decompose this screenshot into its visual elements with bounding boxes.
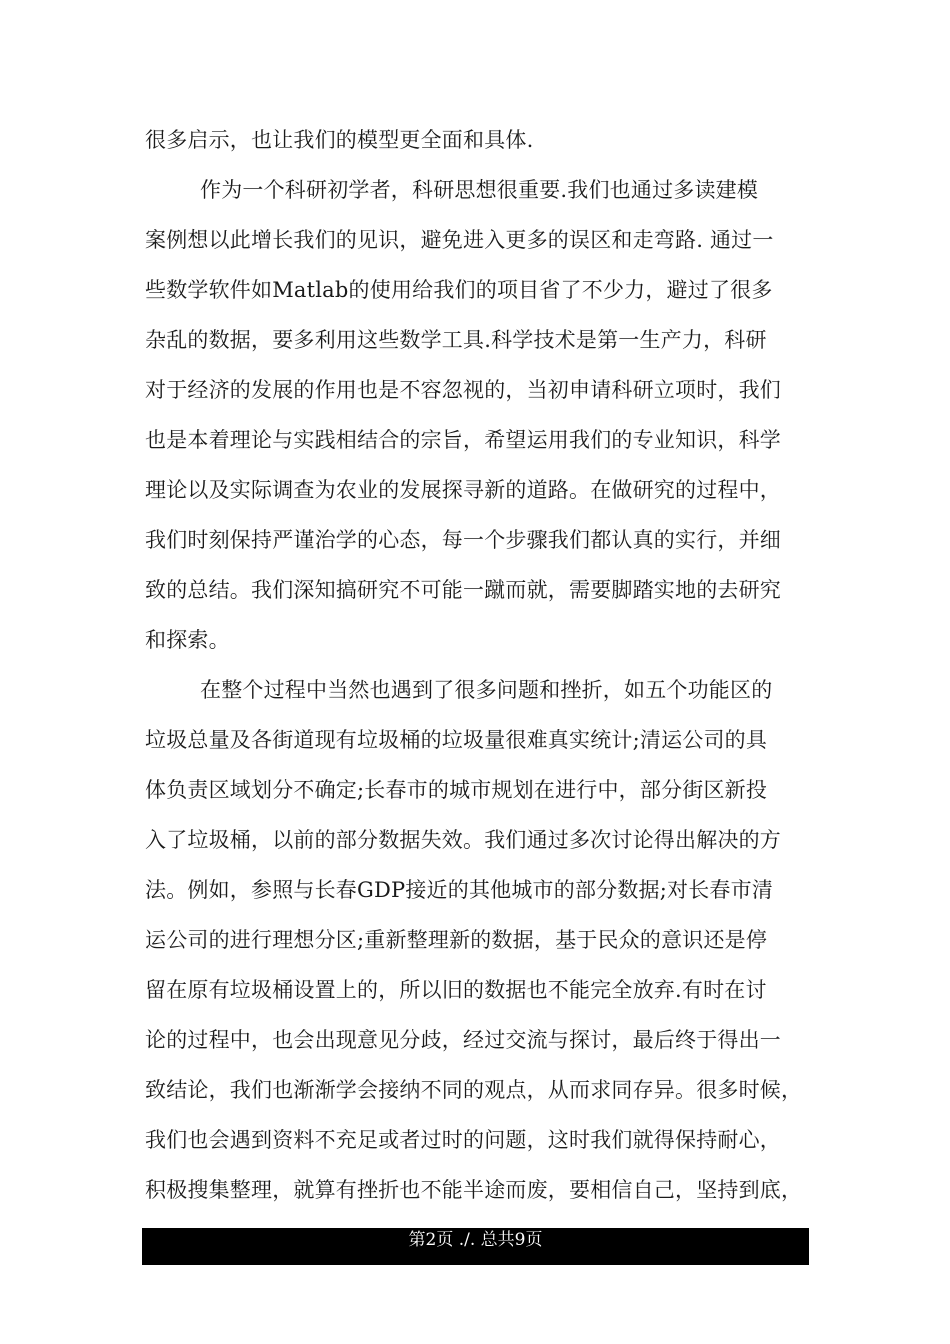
text-line: 和探索。	[145, 628, 230, 652]
text-line: 杂乱的数据，要多利用这些数学工具.科学技术是第一生产力，科研	[145, 328, 767, 352]
text-line: 法。例如，参照与长春GDP接近的其他城市的部分数据;对长春市清	[145, 878, 774, 902]
text-line: 对于经济的发展的作用也是不容忽视的，当初申请科研立项时，我们	[145, 378, 781, 402]
text-line: 论的过程中，也会出现意见分歧，经过交流与探讨，最后终于得出一	[145, 1028, 781, 1052]
text-line: 垃圾总量及各街道现有垃圾桶的垃圾量很难真实统计;清运公司的具	[145, 728, 768, 752]
text-line: 体负责区域划分不确定;长春市的城市规划在进行中，部分街区新投	[145, 778, 768, 802]
text-line: 留在原有垃圾桶设置上的，所以旧的数据也不能完全放弃.有时在讨	[145, 978, 767, 1002]
text-line: 也是本着理论与实践相结合的宗旨，希望运用我们的专业知识，科学	[145, 428, 781, 452]
text-line: 入了垃圾桶，以前的部分数据失效。我们通过多次讨论得出解决的方	[145, 828, 781, 852]
page-number-label: 第2页 ./. 总共9页	[408, 1230, 543, 1250]
text-line: 在整个过程中当然也遇到了很多问题和挫折，如五个功能区的	[145, 678, 773, 702]
text-line: 作为一个科研初学者，科研思想很重要.我们也通过多读建模	[145, 178, 759, 202]
text-line: 些数学软件如Matlab的使用给我们的项目省了不少力，避过了很多	[145, 278, 773, 302]
text-line: 很多启示，也让我们的模型更全面和具体.	[145, 128, 534, 152]
text-line: 致结论，我们也渐渐学会接纳不同的观点，从而求同存异。很多时候，	[145, 1078, 803, 1102]
text-line: 案例想以此增长我们的见识，避免进入更多的误区和走弯路. 通过一	[145, 228, 774, 252]
text-line: 理论以及实际调查为农业的发展探寻新的道路。在做研究的过程中，	[145, 478, 781, 502]
text-line: 积极搜集整理，就算有挫折也不能半途而废，要相信自己，坚持到底，	[145, 1178, 803, 1202]
text-line: 我们也会遇到资料不充足或者过时的问题，这时我们就得保持耐心，	[145, 1128, 781, 1152]
text-line: 致的总结。我们深知搞研究不可能一蹴而就，需要脚踏实地的去研究	[145, 578, 781, 602]
text-line: 运公司的进行理想分区;重新整理新的数据，基于民众的意识还是停	[145, 928, 768, 952]
text-line: 我们时刻保持严谨治学的心态，每一个步骤我们都认真的实行，并细	[145, 528, 781, 552]
page-footer	[142, 1228, 809, 1265]
